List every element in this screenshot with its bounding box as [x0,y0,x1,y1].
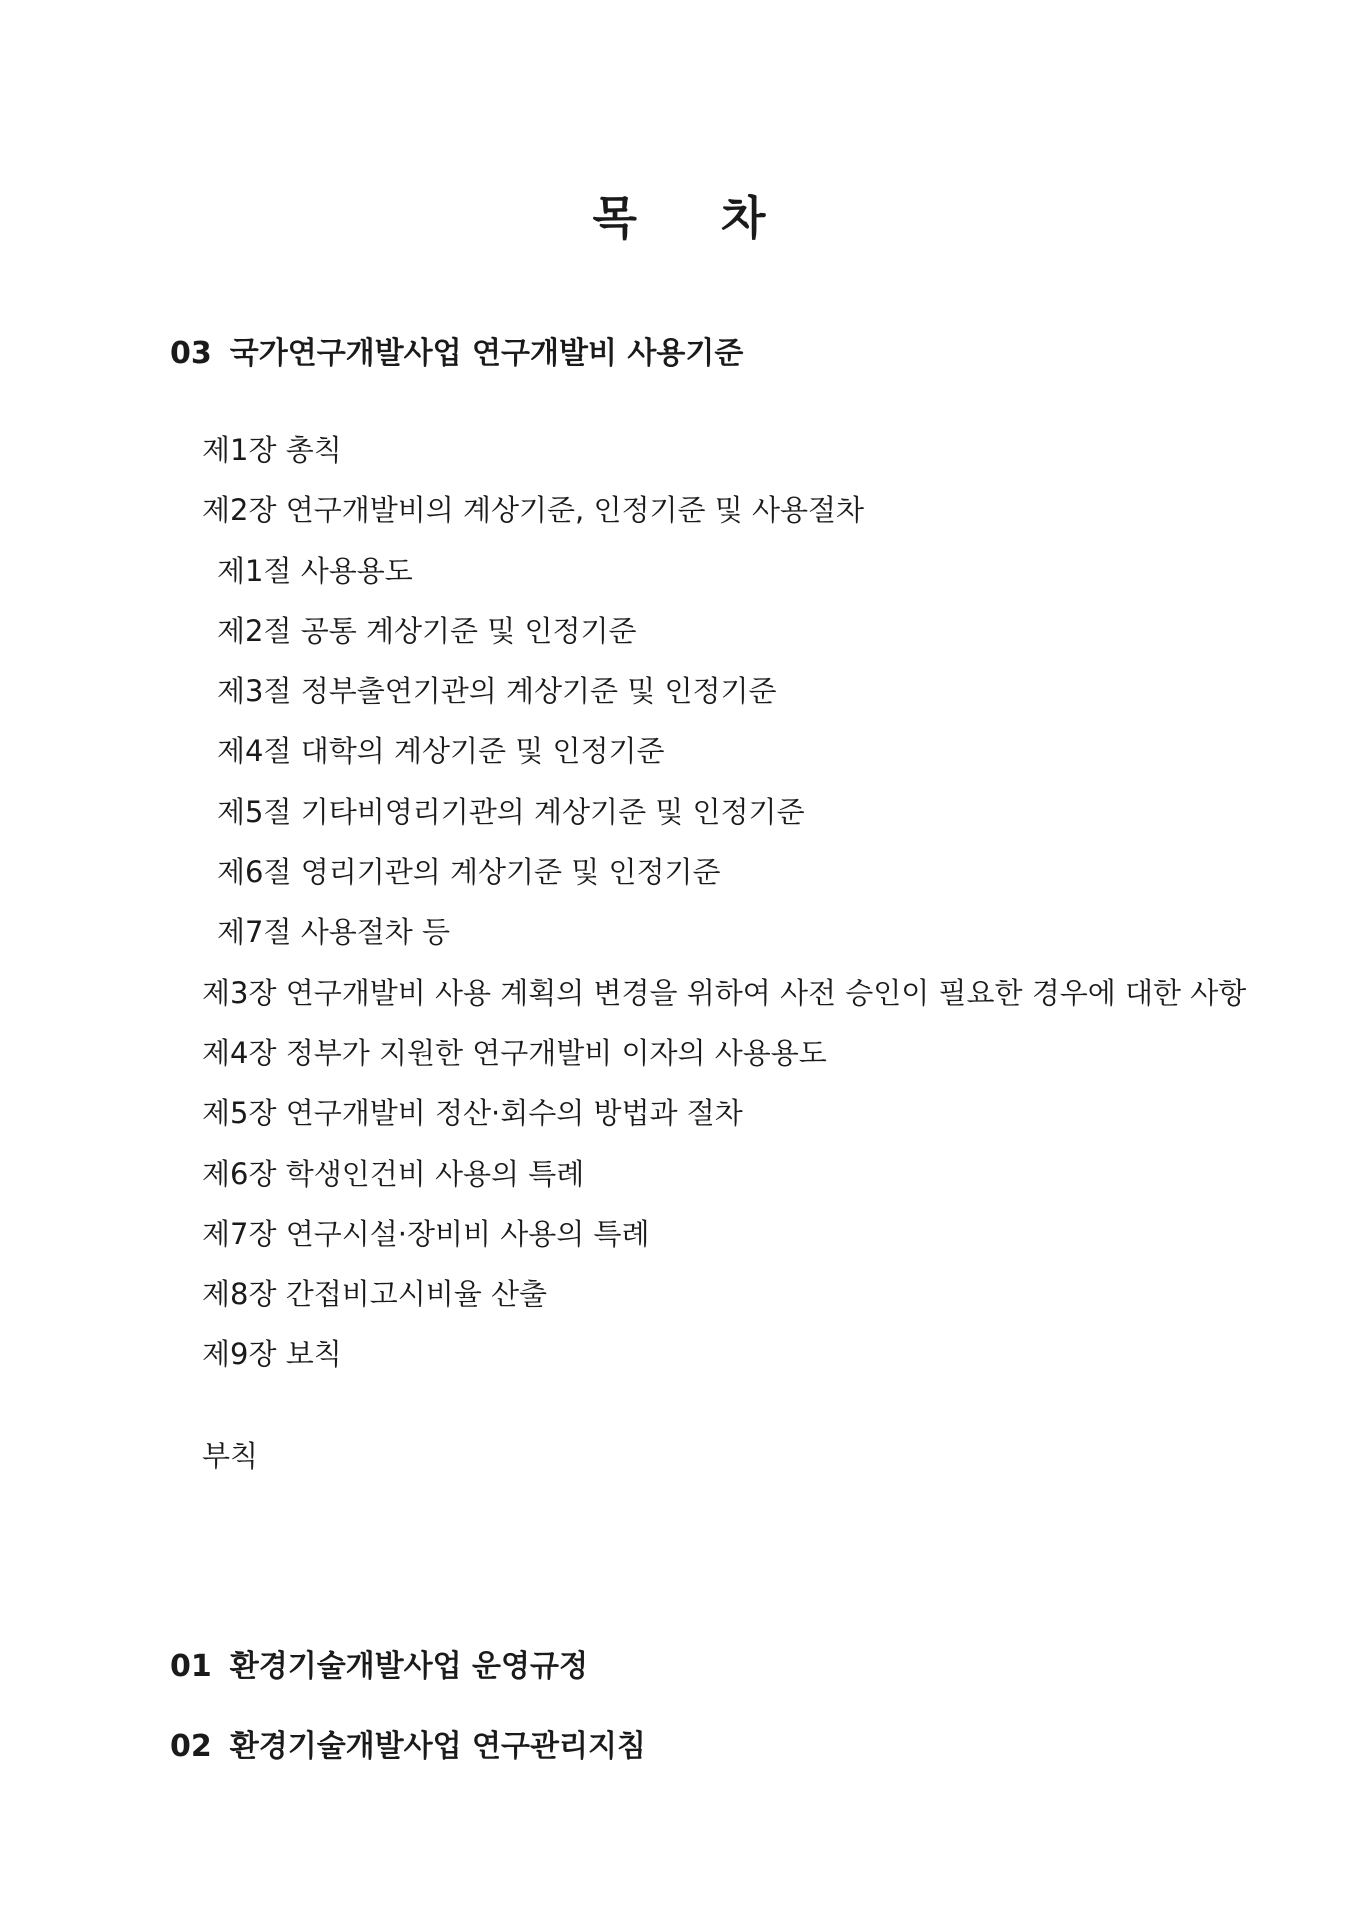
toc-section-item: 제3절 정부출연기관의 계상기준 및 인정기준 [217,674,777,709]
toc-chapter-item: 제6장 학생인건비 사용의 특례 [202,1156,585,1191]
part-number: 03 [170,336,212,371]
toc-chapter-item: 제8장 간접비고시비율 산출 [202,1277,548,1312]
toc-section-item: 제1절 사용용도 [217,553,413,588]
toc-chapter-item: 제7장 연구시설·장비비 사용의 특례 [202,1216,650,1251]
toc-section-item: 제6절 영리기관의 계상기준 및 인정기준 [217,855,721,890]
table-of-contents [202,430,1312,1395]
toc-section-item: 제4절 대학의 계상기준 및 인정기준 [217,734,665,769]
part-number: 01 [170,1649,212,1684]
page-title: 목 차 [592,191,800,245]
part-03-heading [170,334,743,374]
toc-chapter-item: 제4장 정부가 지원한 연구개발비 이자의 사용용도 [202,1035,827,1070]
toc-section-item: 제7절 사용절차 등 [217,915,450,950]
toc-chapter-item: 제2장 연구개발비의 계상기준, 인정기준 및 사용절차 [202,493,865,528]
toc-chapter-item: 제3장 연구개발비 사용 계획의 변경을 위하여 사전 승인이 필요한 경우에 대한 사항 [202,975,1247,1010]
toc-section-item: 제5절 기타비영리기관의 계상기준 및 인정기준 [217,794,805,829]
toc-chapter-item: 제5장 연구개발비 정산·회수의 방법과 절차 [202,1096,743,1131]
toc-section-item: 제2절 공통 계상기준 및 인정기준 [217,613,637,648]
part-01-heading [170,1647,588,1687]
toc-chapter-item: 제9장 보칙 [202,1337,342,1372]
toc-chapter-item: 제1장 총칙 [202,433,342,467]
part-number: 02 [170,1729,212,1764]
part-title: 국가연구개발사업 연구개발비 사용기준 [229,336,744,371]
appendix-entry: 부칙 [202,1439,259,1473]
part-title: 환경기술개발사업 연구관리지침 [229,1729,646,1764]
part-title: 환경기술개발사업 운영규정 [229,1649,588,1684]
part-02-heading [170,1727,646,1767]
